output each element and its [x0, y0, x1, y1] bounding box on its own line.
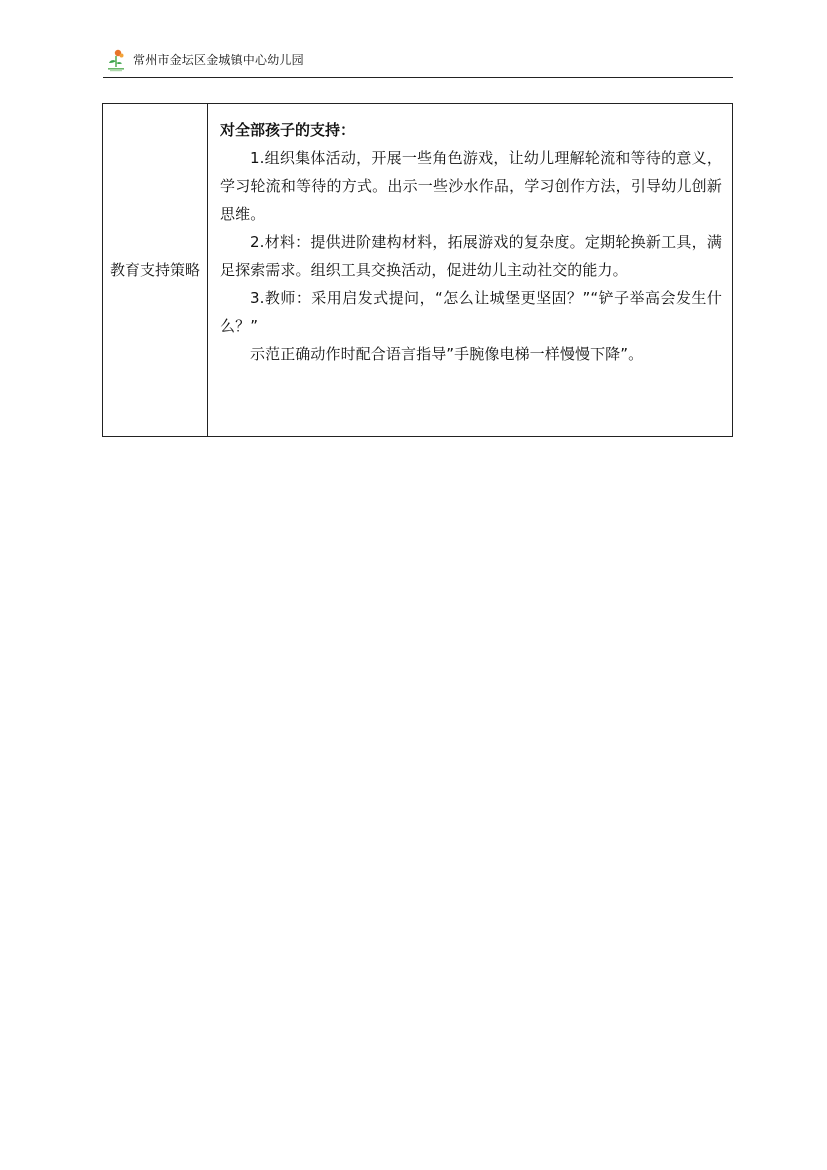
page-header	[103, 47, 733, 78]
education-support-table	[102, 103, 733, 437]
row-label-cell	[103, 104, 208, 437]
kindergarten-logo-icon	[105, 48, 127, 72]
row-label: 教育支持策略	[109, 261, 200, 279]
content-title: 对全部孩子的支持：	[220, 121, 356, 139]
content-paragraph-1: 1.组织集体活动，开展一些角色游戏，让幼儿理解轮流和等待的意义，学习轮流和等待的方式。出示一些沙水作品，学习创作方法，引导幼儿创新思维。	[220, 149, 722, 223]
content-paragraph-3: 3.教师：采用启发式提问，“怎么让城堡更坚固？”“铲子举高会发生什么？”	[220, 289, 722, 335]
table-row	[103, 104, 733, 437]
content-paragraph-2: 2.材料：提供进阶建构材料，拓展游戏的复杂度。定期轮换新工具，满足探索需求。组织工具交换活动，促进幼儿主动社交的能力。	[220, 233, 722, 279]
row-content-cell	[208, 104, 733, 437]
content-paragraph-4: 示范正确动作时配合语言指导”手腕像电梯一样慢慢下降”。	[250, 345, 644, 363]
school-name: 常州市金坛区金城镇中心幼儿园	[133, 53, 304, 67]
